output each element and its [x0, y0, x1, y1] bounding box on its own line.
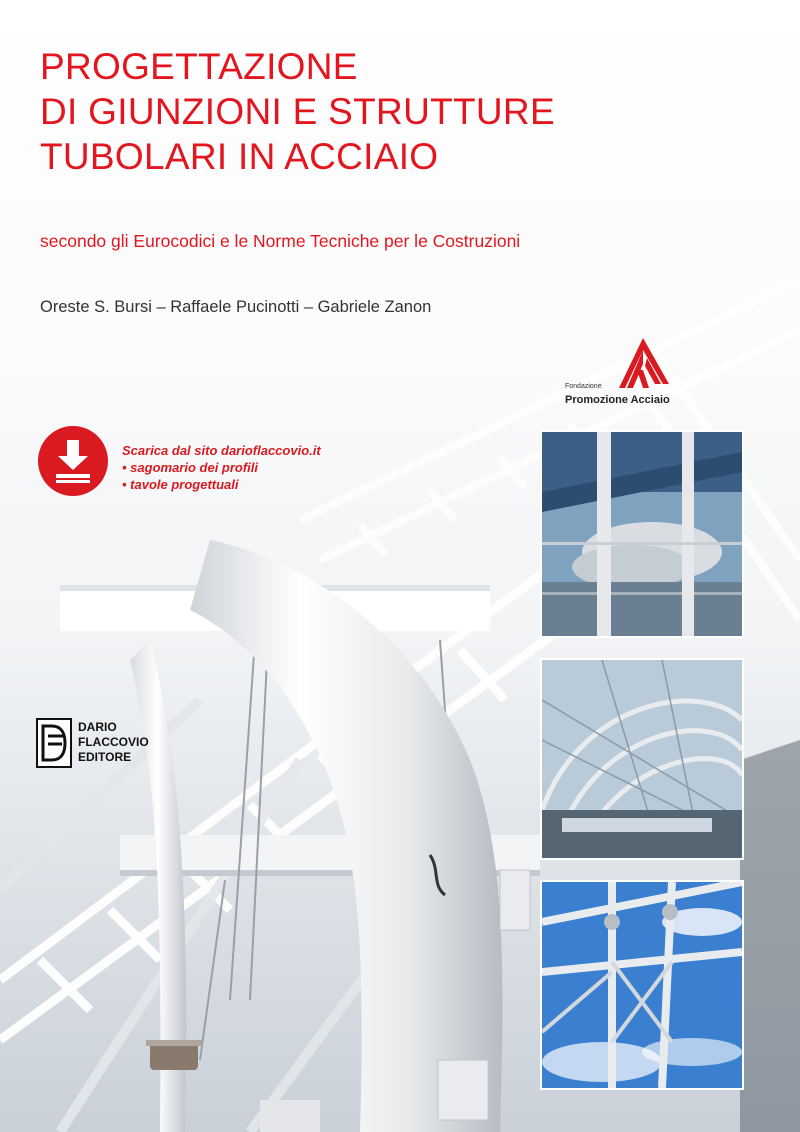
title-line-2: DI GIUNZIONI E STRUTTURE	[40, 91, 555, 132]
foundation-label-name: Promozione Acciaio	[565, 394, 670, 406]
photo-curved-roof	[540, 658, 744, 860]
publisher-line-1: DARIO	[78, 720, 117, 734]
download-item-2: • tavole progettuali	[122, 477, 239, 492]
download-text	[122, 442, 321, 493]
foundation-mark-icon	[613, 336, 673, 392]
publisher-logo	[36, 718, 156, 768]
publisher-line-2: FLACCOVIO	[78, 735, 149, 749]
download-item-1: • sagomario dei profili	[122, 460, 259, 475]
download-site-link[interactable]: darioflaccovio.it	[221, 443, 321, 458]
title-line-1: PROGETTAZIONE	[40, 46, 358, 87]
foundation-label-small: Fondazione	[565, 383, 602, 390]
book-subtitle: secondo gli Eurocodici e le Norme Tecniche per le Costruzioni	[40, 231, 521, 251]
book-authors: Oreste S. Bursi – Raffaele Pucinotti – Gabriele Zanon	[40, 298, 432, 316]
publisher-line-3: EDITORE	[78, 750, 132, 764]
publisher-mark-icon	[36, 718, 72, 768]
download-prefix: Scarica dal sito	[122, 443, 221, 458]
foundation-logo	[565, 336, 735, 408]
photo-tubes-sky	[540, 880, 744, 1090]
photo-glass-facade	[540, 430, 744, 638]
book-title	[40, 44, 555, 179]
download-icon	[38, 426, 108, 496]
title-line-3: TUBOLARI IN ACCIAIO	[40, 136, 439, 177]
